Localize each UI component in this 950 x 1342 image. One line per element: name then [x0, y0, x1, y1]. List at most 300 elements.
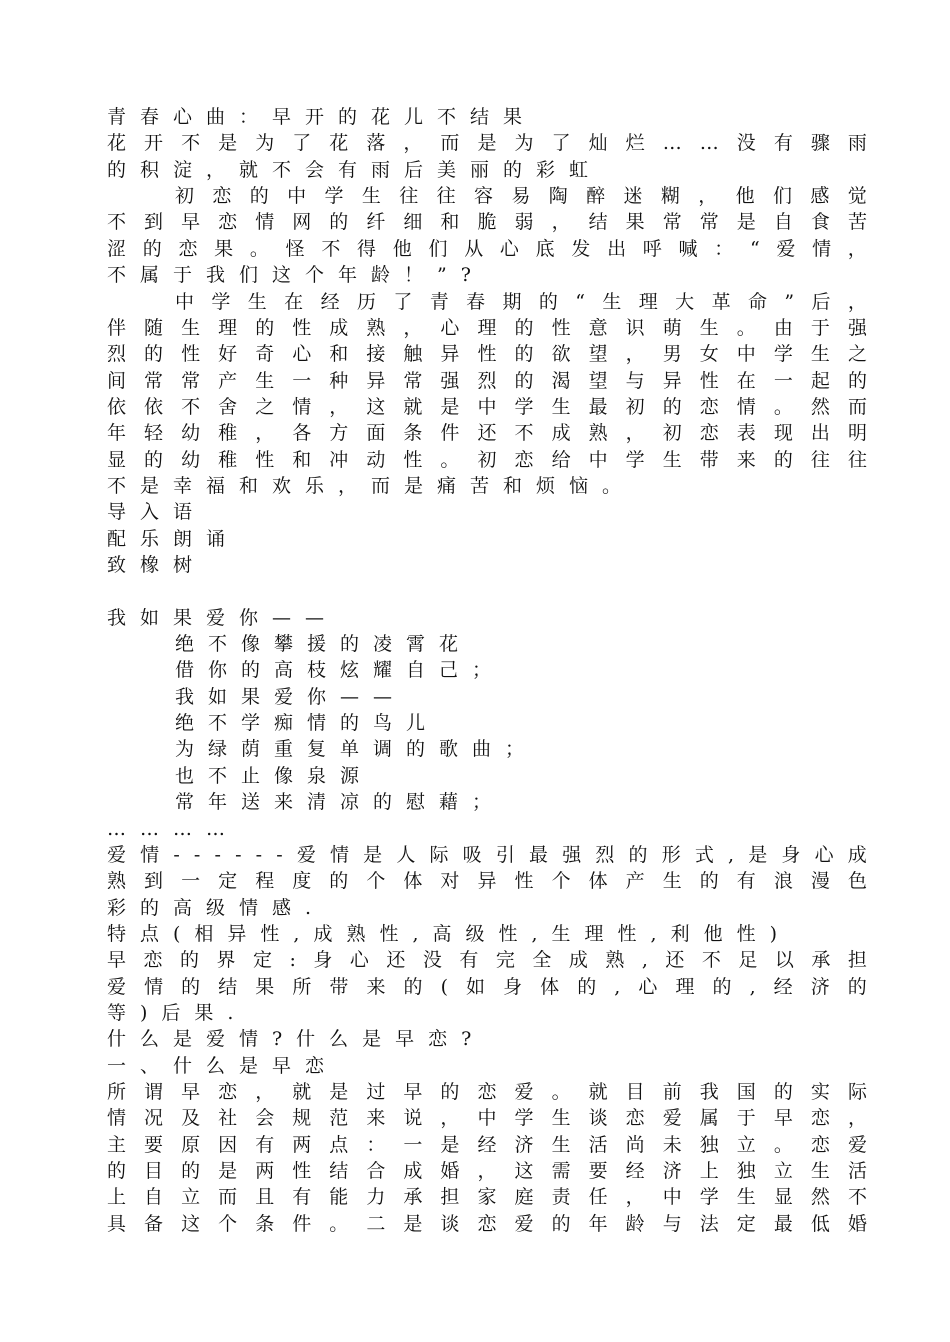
glyph: 成 [551, 422, 571, 445]
glyph: 身 [503, 975, 523, 998]
glyph: 人 [396, 843, 416, 866]
glyph: 学 [211, 290, 231, 313]
glyph: 一 [181, 870, 201, 893]
glyph: 上 [699, 1160, 719, 1182]
glyph: 恋 [699, 395, 719, 418]
glyph: 情 [140, 843, 160, 866]
glyph: 学 [514, 1107, 534, 1130]
glyph: 带 [699, 448, 719, 471]
glyph: 性 [181, 343, 201, 366]
glyph: 一 [773, 369, 793, 392]
glyph: 担 [440, 1186, 460, 1209]
glyph: ： [714, 237, 734, 260]
glyph: 国 [736, 1081, 756, 1103]
glyph: 触 [403, 343, 423, 366]
text-line: 我如果爱你—— [175, 685, 407, 708]
glyph: 需 [551, 1160, 571, 1182]
glyph: 心 [499, 237, 519, 260]
text-line: 不是幸福和欢乐，而是痛苦和烦恼。 [107, 474, 636, 497]
glyph: 方 [329, 422, 349, 445]
glyph: 合 [366, 1160, 386, 1182]
glyph: 之 [847, 343, 867, 366]
glyph: 谈 [588, 1107, 608, 1130]
glyph: 有 [736, 870, 756, 893]
glyph: ， [329, 395, 349, 418]
glyph: 上 [107, 1186, 127, 1209]
glyph: 是 [477, 132, 497, 155]
glyph: 常 [144, 369, 164, 392]
glyph: 备 [144, 1212, 164, 1235]
glyph: 落 [366, 132, 386, 155]
text-line [107, 130, 867, 156]
glyph: 范 [329, 1107, 349, 1130]
glyph: 是 [748, 843, 768, 866]
glyph: 的 [329, 870, 349, 893]
glyph: ， [255, 422, 275, 445]
text-line [107, 420, 867, 446]
glyph: 就 [588, 1081, 608, 1103]
glyph: ， [698, 185, 718, 208]
glyph: 成 [847, 843, 867, 866]
glyph: 有 [459, 949, 479, 972]
glyph: 生 [361, 185, 381, 208]
glyph: 出 [607, 237, 627, 260]
text-line [107, 947, 867, 973]
glyph: 这 [181, 1212, 201, 1235]
glyph: 恋 [625, 1107, 645, 1130]
glyph: 早 [773, 1107, 793, 1130]
glyph: 期 [502, 290, 522, 313]
glyph: 呼 [642, 237, 662, 260]
text-line [107, 1184, 867, 1210]
glyph: 结 [329, 1160, 349, 1182]
glyph: 初 [175, 185, 195, 208]
glyph: 的 [180, 949, 200, 972]
glyph: 完 [495, 949, 515, 972]
glyph: 担 [847, 949, 867, 972]
text-line [107, 209, 867, 235]
glyph: 规 [292, 1107, 312, 1130]
glyph: 以 [774, 949, 794, 972]
glyph: 雨 [847, 132, 867, 155]
glyph: 历 [356, 290, 376, 313]
glyph: 爱 [847, 1133, 867, 1156]
glyph: 为 [255, 132, 275, 155]
glyph: 所 [292, 975, 312, 998]
glyph: 的 [514, 369, 534, 392]
glyph: 表 [736, 422, 756, 445]
glyph: 主 [107, 1133, 127, 1156]
glyph: 原 [181, 1133, 201, 1156]
glyph: 。 [773, 395, 793, 418]
glyph: 情 [329, 843, 349, 866]
glyph: 带 [329, 975, 349, 998]
glyph: 是 [218, 132, 238, 155]
glyph: 生 [662, 870, 682, 893]
glyph: 的 [577, 975, 597, 998]
glyph: 熟 [366, 316, 386, 339]
text-line: 借你的高枝炫耀自己； [175, 659, 506, 682]
glyph: 恋 [212, 185, 232, 208]
glyph: 中 [588, 448, 608, 471]
glyph: 程 [255, 870, 275, 893]
glyph: 学 [773, 343, 793, 366]
glyph: 常 [662, 211, 682, 234]
glyph: 未 [662, 1133, 682, 1156]
glyph: 心 [440, 316, 460, 339]
glyph: 。 [773, 1133, 793, 1156]
glyph: 初 [662, 422, 682, 445]
glyph: 开 [144, 132, 164, 155]
glyph: 成 [329, 316, 349, 339]
glyph: 常 [699, 211, 719, 234]
glyph: 弱 [514, 211, 534, 234]
glyph: 的 [403, 975, 423, 998]
glyph: 性 [477, 343, 497, 366]
glyph: 的 [440, 1081, 460, 1103]
text-line: 等)后果. [107, 1001, 248, 1024]
glyph: 是 [363, 843, 383, 866]
glyph: 底 [535, 237, 555, 260]
glyph: 奇 [255, 343, 275, 366]
glyph: 两 [292, 1133, 312, 1156]
glyph: 生 [551, 1133, 571, 1156]
glyph: ， [403, 316, 423, 339]
text-line: 青春心曲：早开的花儿不结果 [107, 106, 537, 128]
glyph: ， [255, 1081, 275, 1103]
glyph: 发 [571, 237, 591, 260]
glyph: 恋 [514, 448, 534, 471]
glyph: 独 [736, 1160, 756, 1182]
glyph: 经 [625, 1160, 645, 1182]
glyph: ， [403, 132, 423, 155]
glyph: 糊 [660, 185, 680, 208]
glyph: , [641, 949, 648, 972]
text-line [175, 183, 867, 209]
glyph: 不 [321, 237, 341, 260]
glyph: 不 [514, 422, 534, 445]
glyph: 最 [529, 843, 549, 866]
glyph: 前 [662, 1081, 682, 1103]
glyph: 异 [366, 369, 386, 392]
glyph: 件 [292, 1212, 312, 1235]
glyph: 有 [255, 1133, 275, 1156]
glyph: 漫 [810, 870, 830, 893]
glyph: 女 [699, 343, 719, 366]
glyph: 了 [393, 290, 413, 313]
glyph: 自 [144, 1186, 164, 1209]
glyph: 从 [464, 237, 484, 260]
glyph: 种 [329, 369, 349, 392]
glyph: 显 [107, 448, 127, 471]
glyph: 的 [847, 369, 867, 392]
glyph: 理 [218, 316, 238, 339]
glyph: 迷 [623, 185, 643, 208]
glyph: 渴 [551, 369, 571, 392]
glyph: 理 [477, 316, 497, 339]
glyph: 要 [588, 1160, 608, 1182]
glyph: 识 [625, 316, 645, 339]
glyph: 色 [847, 870, 867, 893]
glyph: 能 [329, 1186, 349, 1209]
glyph: 醉 [586, 185, 606, 208]
glyph: 条 [403, 422, 423, 445]
text-line: 导入语 [107, 501, 207, 524]
glyph: 界 [216, 949, 236, 972]
glyph: 他 [735, 185, 755, 208]
glyph: 济 [810, 975, 830, 998]
text-line [107, 1079, 867, 1105]
glyph: 最 [773, 1212, 793, 1235]
text-line [175, 289, 867, 315]
glyph: 生 [810, 1160, 830, 1182]
glyph: 生 [551, 1107, 571, 1130]
text-line [107, 1132, 867, 1158]
glyph: 自 [773, 211, 793, 234]
glyph: 性 [255, 448, 275, 471]
glyph: 熟 [605, 949, 625, 972]
glyph: - [193, 843, 201, 866]
glyph: 及 [181, 1107, 201, 1130]
glyph: 生 [255, 369, 275, 392]
glyph: 结 [218, 975, 238, 998]
glyph: 的 [628, 843, 648, 866]
glyph: 性 [699, 369, 719, 392]
glyph: 心 [814, 843, 834, 866]
glyph: 所 [107, 1081, 127, 1103]
glyph: 家 [477, 1186, 497, 1209]
glyph: 式 [694, 843, 714, 866]
glyph: 属 [699, 1107, 719, 1130]
glyph: 体 [588, 870, 608, 893]
glyph: 中 [175, 290, 195, 313]
glyph: 欲 [551, 343, 571, 366]
glyph: 生 [699, 316, 719, 339]
glyph: 实 [810, 1081, 830, 1103]
glyph: 。 [440, 448, 460, 471]
glyph: ， [847, 1107, 867, 1130]
glyph: 爱 [514, 1081, 534, 1103]
glyph: 陶 [548, 185, 568, 208]
glyph: 得 [357, 237, 377, 260]
glyph: 中 [477, 395, 497, 418]
glyph: 还 [665, 949, 685, 972]
glyph: 和 [440, 211, 460, 234]
glyph: 苦 [847, 211, 867, 234]
glyph: 而 [847, 395, 867, 418]
text-line: 绝不像攀援的凌霄花 [175, 633, 473, 655]
glyph: 各 [292, 422, 312, 445]
glyph: 感 [810, 185, 830, 208]
glyph: 的 [699, 870, 719, 893]
glyph: 个 [366, 870, 386, 893]
glyph: 的 [712, 975, 732, 998]
glyph: 与 [662, 1212, 682, 1235]
glyph: 们 [773, 185, 793, 208]
glyph: 力 [366, 1186, 386, 1209]
glyph: 生 [602, 290, 622, 313]
glyph: 们 [428, 237, 448, 260]
glyph: 尚 [625, 1133, 645, 1156]
glyph: 然 [810, 395, 830, 418]
glyph: 的 [514, 343, 534, 366]
glyph: 伴 [107, 316, 127, 339]
glyph: 爱 [776, 237, 796, 260]
text-line [107, 868, 867, 894]
glyph: 的 [142, 237, 162, 260]
glyph: 个 [551, 870, 571, 893]
glyph: 轻 [144, 422, 164, 445]
glyph: 烈 [595, 843, 615, 866]
glyph: 来 [366, 975, 386, 998]
glyph: 稚 [218, 422, 238, 445]
glyph: 情 [292, 395, 312, 418]
glyph: 立 [736, 1133, 756, 1156]
glyph: 。 [249, 237, 269, 260]
glyph: ： [366, 1133, 386, 1156]
text-line [107, 1211, 867, 1237]
glyph: “ [575, 290, 586, 313]
glyph: 烂 [625, 132, 645, 155]
glyph: 形 [661, 843, 681, 866]
glyph: 青 [429, 290, 449, 313]
glyph: 现 [773, 422, 793, 445]
glyph: ” [784, 290, 795, 313]
glyph: 好 [218, 343, 238, 366]
glyph: 生 [736, 1186, 756, 1209]
glyph: 体 [540, 975, 560, 998]
glyph: ， [440, 1107, 460, 1130]
glyph: 果 [625, 211, 645, 234]
glyph: 熟 [107, 870, 127, 893]
glyph: 活 [847, 1160, 867, 1182]
glyph: 到 [144, 211, 164, 234]
glyph: 法 [699, 1212, 719, 1235]
glyph: 果 [255, 975, 275, 998]
glyph: 男 [662, 343, 682, 366]
glyph: 食 [810, 211, 830, 234]
glyph: 的 [144, 448, 164, 471]
glyph: : [289, 949, 296, 972]
text-line: 绝不学痴情的鸟儿 [175, 712, 440, 735]
glyph: 情 [144, 975, 164, 998]
glyph: ， [477, 1160, 497, 1182]
glyph: 是 [736, 211, 756, 234]
glyph: 有 [292, 1186, 312, 1209]
glyph: 对 [440, 870, 460, 893]
glyph: 恋 [143, 949, 163, 972]
glyph: 常 [403, 369, 423, 392]
glyph: 恋 [218, 1081, 238, 1103]
glyph: 显 [773, 1186, 793, 1209]
text-line: 不属于我们这个年龄！”? [107, 264, 485, 287]
glyph: … [662, 132, 682, 155]
glyph: 体 [403, 870, 423, 893]
glyph: 成 [568, 949, 588, 972]
glyph: 革 [711, 290, 731, 313]
text-line: 我如果爱你—— [107, 606, 339, 629]
glyph: ， [625, 1186, 645, 1209]
glyph: 接 [366, 343, 386, 366]
glyph: 异 [662, 369, 682, 392]
glyph: 熟 [588, 422, 608, 445]
glyph: 往 [436, 185, 456, 208]
glyph: 没 [736, 132, 756, 155]
glyph: 学 [324, 185, 344, 208]
glyph: 烈 [107, 343, 127, 366]
glyph: 立 [773, 1160, 793, 1182]
glyph: 网 [292, 211, 312, 234]
glyph: 强 [440, 369, 460, 392]
glyph: 是 [329, 1081, 349, 1103]
text-line [107, 447, 867, 473]
glyph: 是 [403, 1212, 423, 1235]
glyph: 还 [386, 949, 406, 972]
glyph: 件 [440, 422, 460, 445]
glyph: 点 [329, 1133, 349, 1156]
glyph: 生 [662, 448, 682, 471]
glyph: 间 [107, 369, 127, 392]
glyph: 学 [625, 448, 645, 471]
text-line [107, 236, 867, 262]
glyph: 的 [144, 343, 164, 366]
glyph: 。 [551, 1081, 571, 1103]
glyph: 依 [144, 395, 164, 418]
text-line [107, 974, 867, 1000]
text-line: 配乐朗诵 [107, 527, 240, 550]
glyph: 望 [588, 343, 608, 366]
glyph: 情 [736, 395, 756, 418]
text-line: 什么是爱情?什么是早恋? [107, 1028, 486, 1051]
glyph: 依 [107, 395, 127, 418]
glyph: 骤 [810, 132, 830, 155]
text-line [107, 842, 867, 868]
glyph: 生 [247, 290, 267, 313]
glyph: 就 [292, 1081, 312, 1103]
text-line [107, 578, 867, 604]
glyph: 涩 [107, 237, 127, 260]
glyph: 常 [181, 369, 201, 392]
glyph: 年 [588, 1212, 608, 1235]
glyph: 学 [514, 395, 534, 418]
glyph: , [728, 843, 735, 866]
glyph: 婚 [440, 1160, 460, 1182]
glyph: 随 [144, 316, 164, 339]
text-line [107, 368, 867, 394]
glyph: - [276, 843, 283, 866]
glyph: 结 [588, 211, 608, 234]
glyph: 大 [675, 290, 695, 313]
glyph: 这 [366, 395, 386, 418]
glyph: 度 [292, 870, 312, 893]
glyph: 不 [181, 132, 201, 155]
glyph: 的 [181, 1160, 201, 1182]
glyph: 的 [107, 1160, 127, 1182]
glyph: 有 [773, 132, 793, 155]
glyph: 来 [366, 1107, 386, 1130]
glyph: 灿 [588, 132, 608, 155]
glyph: 是 [440, 395, 460, 418]
glyph: 爱 [662, 1107, 682, 1130]
glyph: 性 [403, 448, 423, 471]
glyph: 早 [181, 1081, 201, 1103]
glyph: 性 [292, 316, 312, 339]
glyph: 的 [181, 975, 201, 998]
glyph: 因 [218, 1133, 238, 1156]
glyph: 脆 [477, 211, 497, 234]
glyph: 心 [349, 949, 369, 972]
glyph: 庭 [514, 1186, 534, 1209]
